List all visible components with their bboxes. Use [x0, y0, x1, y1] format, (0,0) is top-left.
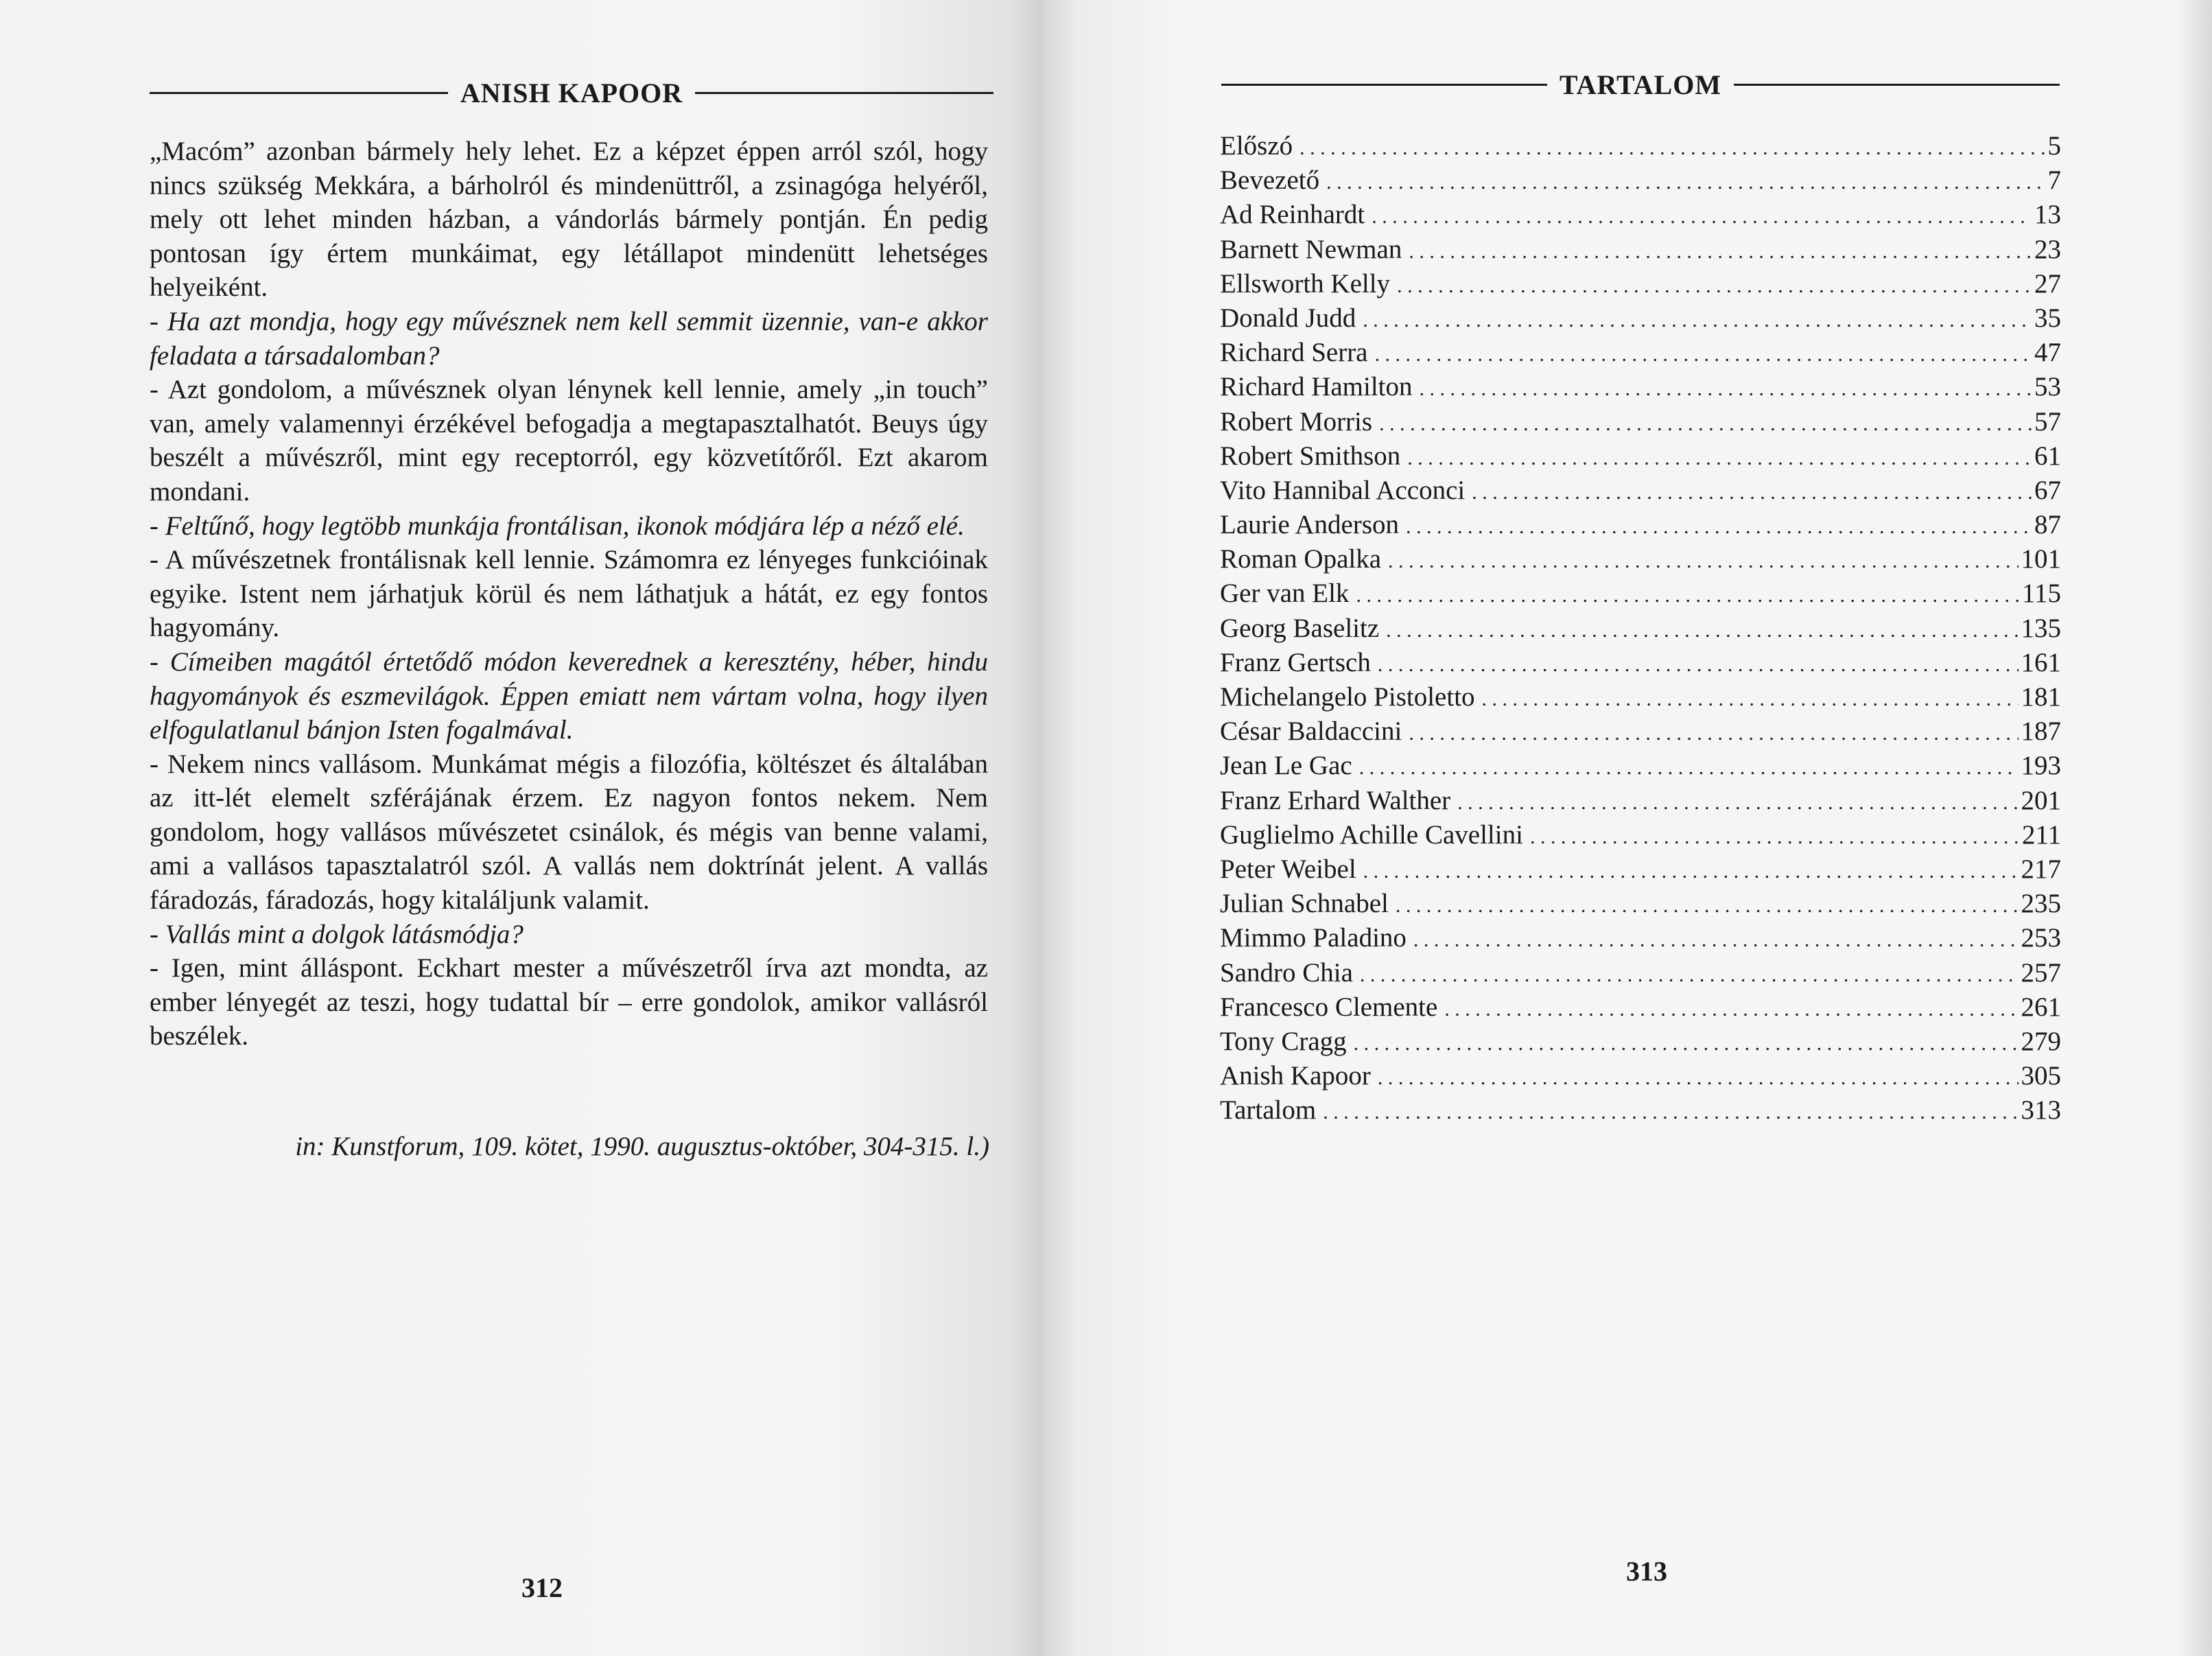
source-citation: in: Kunstforum, 109. kötet, 1990. augusztus-október, 304-315. l.) [295, 1132, 989, 1161]
toc-entry-title: Franz Gertsch [1220, 647, 1371, 677]
toc-entry [1220, 441, 2061, 475]
running-head-title: ANISH KAPOOR [460, 78, 683, 108]
page-number: 313 [1626, 1556, 1667, 1587]
toc-page-number: 193 [2021, 751, 2061, 781]
toc-page-number: 61 [2034, 441, 2061, 471]
toc-entry [1220, 475, 2061, 509]
toc-leader-dots [1413, 929, 2019, 952]
toc-entry-title: Ger van Elk [1220, 579, 1350, 609]
toc-entry-title: Peter Weibel [1220, 854, 1356, 884]
toc-entry-title: Mimmo Paladino [1220, 923, 1407, 953]
toc-entry-title: Jean Le Gac [1220, 751, 1352, 781]
toc-leader-dots [1359, 756, 2019, 780]
toc-entry-title: Michelangelo Pistoletto [1220, 682, 1475, 712]
toc-page-number: 257 [2021, 957, 2061, 988]
toc-page-number: 181 [2021, 682, 2061, 712]
toc-leader-dots [1356, 584, 2019, 607]
interview-text [150, 135, 988, 1053]
toc-entry [1220, 854, 2061, 888]
toc-entry [1220, 1095, 2061, 1129]
toc-page-number: 261 [2021, 992, 2061, 1022]
toc-page-number: 87 [2034, 510, 2061, 540]
toc-leader-dots [1388, 550, 2018, 573]
toc-entry-title: Laurie Anderson [1220, 510, 1400, 540]
toc-leader-dots [1354, 1032, 2019, 1056]
interview-question: - Feltűnő, hogy legtöbb munkája frontálisan, ikonok módjára lép a néző elé. [150, 511, 965, 541]
toc-entry [1220, 1060, 2061, 1095]
toc-page-number: 35 [2034, 303, 2061, 333]
toc-entry [1220, 1026, 2061, 1060]
toc-page-number: 47 [2034, 338, 2061, 368]
toc-page-number: 305 [2021, 1061, 2061, 1091]
toc-page-number: 211 [2021, 819, 2061, 850]
toc-leader-dots [1378, 1066, 2019, 1090]
toc-entry-title: Tartalom [1220, 1095, 1317, 1126]
toc-entry-title: Barnett Newman [1220, 234, 1402, 264]
toc-leader-dots [1326, 171, 2045, 194]
toc-entry-title: Georg Baselitz [1220, 613, 1380, 643]
toc-entry [1220, 165, 2061, 199]
toc-entry [1220, 268, 2061, 303]
toc-entry-title: Vito Hannibal Acconci [1220, 475, 1466, 505]
interview-question: - Vallás mint a dolgok látásmódja? [150, 919, 523, 949]
toc-leader-dots [1457, 791, 2018, 815]
toc-page-number: 313 [2021, 1095, 2061, 1126]
toc-page-number: 57 [2034, 406, 2061, 436]
left-running-head [150, 77, 993, 109]
toc-entry [1220, 337, 2061, 371]
toc-entry-title: Robert Smithson [1220, 441, 1401, 471]
interview-question: - Címeiben magától értetődő módon keverednek a keresztény, héber, hindu hagyományok és eszmevilágok. Éppen emiatt nem vártam volna, hogy ilyen elfogulatlanul bánjon Isten fogalmával. [150, 646, 988, 745]
toc-entry [1220, 750, 2061, 784]
toc-entry-title: Sandro Chia [1220, 957, 1353, 988]
toc-page-number: 101 [2021, 544, 2061, 574]
toc-entry [1220, 371, 2061, 406]
toc-leader-dots [1397, 275, 2032, 298]
toc-leader-dots [1482, 688, 2019, 711]
toc-entry [1220, 130, 2061, 165]
table-of-contents [1220, 130, 2061, 1129]
toc-leader-dots [1530, 826, 2019, 849]
toc-entry [1220, 888, 2061, 922]
toc-leader-dots [1409, 722, 2018, 745]
toc-entry [1220, 406, 2061, 441]
toc-entry [1220, 647, 2061, 681]
toc-entry [1220, 509, 2061, 544]
toc-leader-dots [1409, 240, 2032, 264]
toc-page-number: 135 [2021, 613, 2061, 643]
toc-entry [1220, 613, 2061, 647]
toc-entry [1220, 578, 2061, 612]
interview-question: - Ha azt mondja, hogy egy művésznek nem kell semmit üzennie, van-e akkor feladata a társadalomban? [150, 306, 988, 371]
interview-paragraph: „Macóm” azonban bármely hely lehet. Ez a képzet éppen arról szól, hogy nincs szükség Mekkára, a bárholról és mindenüttről, a zsinagóga helyéről, mely ott lehet minden házban, a vándorlás bármely pontján. Én pedig pontosan így értem munkáimat, egy létállapot mindenütt lehetséges helyeiként. [150, 137, 988, 303]
interview-paragraph: - Igen, mint álláspont. Eckhart mester a művészetről írva azt mondta, az ember lényegét az teszi, hogy tudattal bír – erre gondolok, amikor vallásról beszélek. [150, 953, 988, 1051]
toc-entry-title: Roman Opalka [1220, 544, 1382, 574]
toc-page-number: 27 [2034, 268, 2061, 299]
toc-entry-title: Ellsworth Kelly [1220, 268, 1391, 299]
interview-paragraph: - Azt gondolom, a művésznek olyan lénynek kell lennie, amely „in touch” van, amely valamennyi érzékével befogadja a megtapasztalhatót. Beuys úgy beszélt a művészről, mint egy receptorról, egy közvetítőről. Ezt akarom mondani. [150, 375, 988, 506]
toc-entry-title: César Baldaccini [1220, 716, 1402, 747]
header-rule-left [1221, 84, 1547, 86]
toc-leader-dots [1378, 653, 2019, 677]
toc-leader-dots [1396, 894, 2019, 918]
toc-leader-dots [1363, 860, 2019, 883]
toc-leader-dots [1299, 137, 2045, 160]
header-rule-right [1734, 84, 2060, 86]
header-rule-left [150, 92, 448, 94]
toc-entry-title: Francesco Clemente [1220, 992, 1438, 1022]
toc-entry-title: Franz Erhard Walther [1220, 785, 1451, 815]
toc-page-number: 13 [2034, 200, 2061, 230]
toc-page-number: 7 [2047, 165, 2061, 196]
toc-leader-dots [1386, 619, 2018, 642]
toc-page-number: 161 [2021, 647, 2061, 677]
toc-entry-title: Richard Serra [1220, 338, 1368, 368]
toc-page-number: 115 [2021, 579, 2061, 609]
toc-entry-title: Guglielmo Achille Cavellini [1220, 819, 1523, 850]
toc-leader-dots [1360, 964, 2019, 987]
toc-leader-dots [1472, 481, 2032, 504]
toc-leader-dots [1444, 998, 2018, 1021]
toc-entry [1220, 716, 2061, 750]
toc-leader-dots [1323, 1101, 2018, 1124]
toc-entry [1220, 922, 2061, 957]
toc-entry-title: Anish Kapoor [1220, 1061, 1371, 1091]
toc-leader-dots [1363, 309, 2032, 332]
toc-leader-dots [1406, 515, 2032, 539]
toc-page-number: 253 [2021, 923, 2061, 953]
page-number: 312 [521, 1572, 563, 1603]
toc-entry [1220, 234, 2061, 268]
toc-page-number: 23 [2034, 234, 2061, 264]
toc-entry [1220, 199, 2061, 233]
toc-entry-title: Előszó [1220, 131, 1293, 161]
toc-entry [1220, 819, 2061, 854]
toc-entry [1220, 957, 2061, 992]
toc-entry [1220, 544, 2061, 578]
toc-leader-dots [1420, 377, 2032, 401]
toc-leader-dots [1372, 205, 2032, 229]
toc-entry-title: Richard Hamilton [1220, 372, 1413, 402]
toc-leader-dots [1375, 343, 2032, 366]
toc-page-number: 5 [2047, 131, 2061, 161]
toc-entry [1220, 681, 2061, 716]
toc-page-number: 187 [2021, 716, 2061, 747]
toc-entry-title: Tony Cragg [1220, 1026, 1347, 1056]
toc-entry-title: Robert Morris [1220, 406, 1373, 436]
right-running-head [1221, 69, 2060, 101]
toc-entry-title: Julian Schnabel [1220, 889, 1389, 919]
toc-page-number: 235 [2021, 889, 2061, 919]
toc-page-number: 201 [2021, 785, 2061, 815]
header-rule-right [695, 92, 993, 94]
toc-page-number: 279 [2021, 1026, 2061, 1056]
toc-entry [1220, 785, 2061, 819]
toc-leader-dots [1407, 447, 2032, 470]
toc-entry [1220, 992, 2061, 1026]
toc-page-number: 67 [2034, 475, 2061, 505]
toc-entry-title: Ad Reinhardt [1220, 200, 1365, 230]
interview-paragraph: - A művészetnek frontálisnak kell lennie. Számomra ez lényeges funkcióinak egyike. Istent nem járhatjuk körül és nem láthatjuk a hátát, ez egy fontos hagyomány. [150, 545, 988, 643]
toc-entry [1220, 303, 2061, 337]
toc-page-number: 217 [2021, 854, 2061, 884]
toc-page-number: 53 [2034, 372, 2061, 402]
left-page [0, 0, 1043, 1656]
interview-paragraph: - Nekem nincs vallásom. Munkámat mégis a filozófia, költészet és általában az itt-lét elemelt szférájának érzem. Ez nagyon fontos nekem. Nem gondolom, hogy vallásos művészetet csinálok, és mégis van benne valami, ami a vallásos tapasztalatról szól. A vallás nem doktrínát jelent. A vallás fáradozás, fáradozás, hogy kitaláljunk valamit. [150, 749, 988, 916]
toc-entry-title: Donald Judd [1220, 303, 1356, 333]
toc-leader-dots [1379, 412, 2032, 436]
toc-entry-title: Bevezető [1220, 165, 1320, 196]
running-head-title: TARTALOM [1559, 69, 1722, 100]
